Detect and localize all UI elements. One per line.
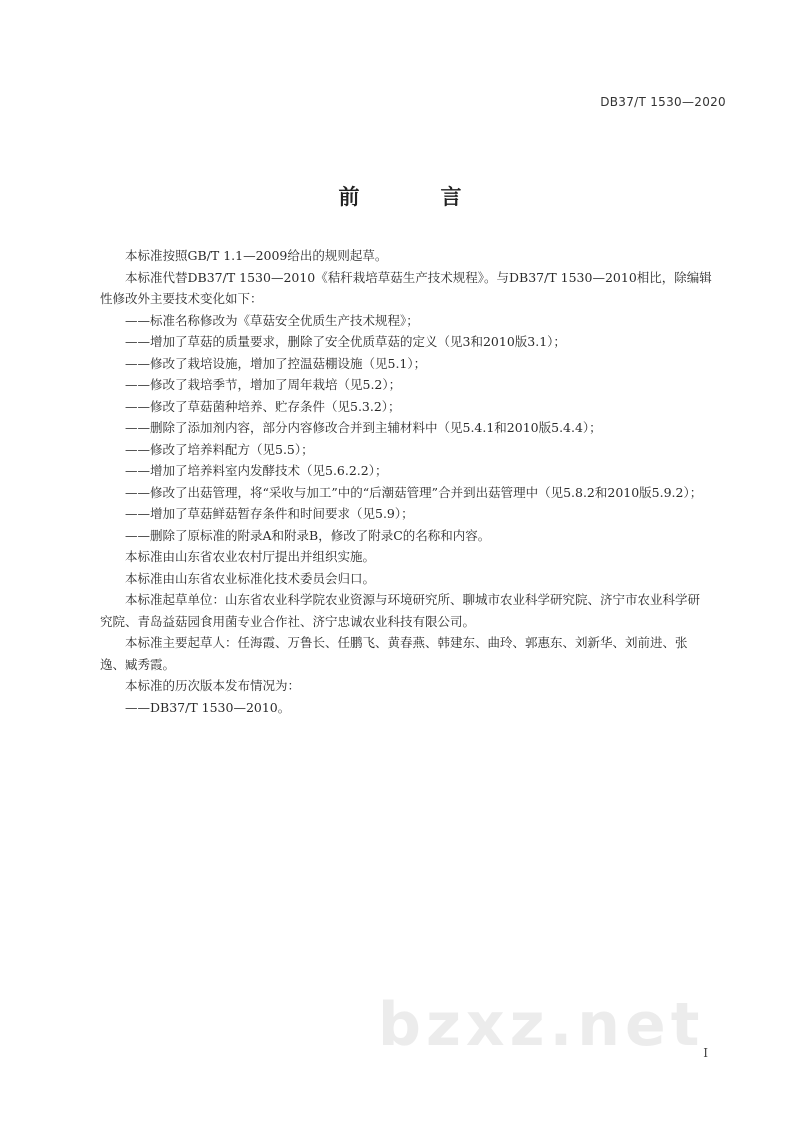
standard-code: DB37/T 1530—2020 [600,95,726,109]
preface-body [100,245,712,718]
list-item: ——删除了原标准的附录A和附录B，修改了附录C的名称和内容。 [125,527,491,543]
list-item: ——标准名称修改为《草菇安全优质生产技术规程》； [125,312,419,328]
page-title: 前 言 [338,185,492,209]
paragraph: 本标准由山东省农业农村厅提出并组织实施。 [125,549,376,564]
page-number: I [703,1046,708,1060]
paragraph: 本标准代替DB37/T 1530—2010《秸秆栽培草菇生产技术规程》。与DB37/T 1530—2010相比，除编辑性修改外主要技术变化如下： [100,269,712,306]
list-item: ——增加了草菇的质量要求，删除了安全优质草菇的定义（见3和2010版3.1）； [125,334,566,349]
list-item: ——修改了出菇管理，将“采收与加工”中的“后潮菇管理”合并到出菇管理中（见5.8.2和2010版5.9.2）； [125,484,703,500]
list-item: ——删除了添加剂内容，部分内容修改合并到主辅材料中（见5.4.1和2010版5.4.4）； [125,420,602,435]
paragraph: 本标准起草单位：山东省农业科学院农业资源与环境研究所、聊城市农业科学研究院、济宁市农业科学研究院、青岛益菇园食用菌专业合作社、济宁忠诚农业科技有限公司。 [100,592,701,629]
list-item: ——修改了栽培季节，增加了周年栽培（见5.2）； [125,377,402,392]
paragraph: 本标准按照GB/T 1.1—2009给出的规则起草。 [125,248,388,263]
list-item: ——修改了培养料配方（见5.5）； [125,441,314,457]
watermark: bzxz.net [378,990,705,1060]
list-item: ——DB37/T 1530—2010。 [125,699,291,715]
list-item: ——增加了培养料室内发酵技术（见5.6.2.2）； [125,463,388,478]
list-item: ——增加了草菇鲜菇暂存条件和时间要求（见5.9）； [125,506,414,521]
paragraph: 本标准主要起草人：任海霞、万鲁长、任鹏飞、黄春燕、韩建东、曲玲、郭惠东、刘新华、刘前进、张逸、臧秀霞。 [100,635,688,672]
paragraph: 本标准由山东省农业标准化技术委员会归口。 [125,570,376,586]
paragraph: 本标准的历次版本发布情况为： [125,678,301,693]
list-item: ——修改了草菇菌种培养、贮存条件（见5.3.2）； [125,398,401,414]
list-item: ——修改了栽培设施，增加了控温菇棚设施（见5.1）； [125,355,427,371]
